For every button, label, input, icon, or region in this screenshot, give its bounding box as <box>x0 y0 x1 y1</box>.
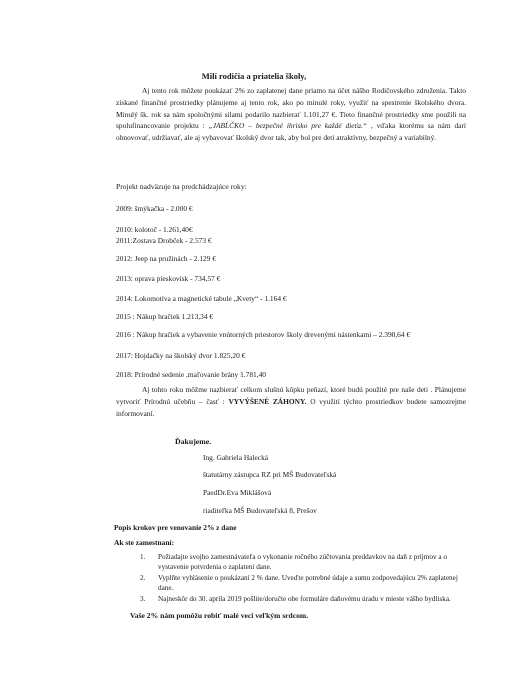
years-intro: Projekt nadväzuje na predchádzajúce roky: <box>116 182 247 191</box>
steps-list <box>140 553 470 607</box>
year-item: 2009: šmýkačka - 2.000 € <box>116 204 193 213</box>
signature-role-1: štatutárny zástupca RZ pri MŠ Budovateľská <box>203 470 337 479</box>
intro-paragraph <box>116 85 466 144</box>
plans-text-a: Aj tohto roku môžme nazbierať celkom slušnú kôpku peňazí, ktoré budú použité pre naše deti . Plánujeme vytvoriť Prírodnú učebňu – časť : <box>116 385 466 406</box>
thanks-line: Ďakujeme. <box>175 437 212 446</box>
plans-text-b: O využití týchto prostriedkov budete samozrejme informovaní. <box>116 396 466 418</box>
year-item: 2013: oprava pieskovísk - 734,57 € <box>116 274 221 283</box>
year-item: 2011:Zostava Drobček - 2.573 € <box>116 236 212 245</box>
plans-paragraph <box>116 384 466 419</box>
year-item: 2014: Lokomotíva a magnetické tabule „Kvety“ - 1.164 € <box>116 294 287 303</box>
year-item: 2012: Jeep na pružinách - 2.129 € <box>116 254 216 263</box>
step-item: 3. Najneskôr do 30. apríla 2019 pošlite/doručte obe formuláre daňovému úradu v mieste vášho bydliska. <box>140 595 451 603</box>
intro-text-a: Aj tento rok môžete poukázať 2% zo zaplatenej dane priamo na účet nášho Rodičovského združenia. Takto získané finančné prostriedky plánujeme aj tento rok, ako po minulé roky, využiť na spestrenie školského dvora. Minulý šk. rok sa nám spoločnými silami podarilo nazbierať 1.101,27 €. Tieto finančné prostriedky sme použili na spolufinancovanie projektu : <box>116 86 466 131</box>
closing-line: Vaše 2% nám pomôžu robiť malé veci veľkým srdcom. <box>130 611 309 620</box>
year-item: 2016 : Nákup hračiek a vybavenie vnútorných priestorov školy drevenými nástenkami – 2.390,64 € <box>116 330 411 339</box>
intro-text-b: , vďaka ktorému sa nám darí obnovovať, udržiavať, ale aj vybavovať školský dvor tak, aby bol pre deti atraktívny, bezpečný a variabilný. <box>116 121 466 143</box>
year-item: 2018: Prírodné sedenie ,maľovanie brány 1.781,40 <box>116 370 266 379</box>
letter-title: Milí rodičia a priatelia školy, <box>201 71 307 81</box>
employees-heading: Ak ste zamestnaní: <box>114 538 174 547</box>
step-item: 1. Požiadajte svojho zamestnávateľa o vykonanie ročného zúčtovania preddavkov na daň z príjmov a o vystavenie potvrdenia o zaplatení dane. <box>140 553 447 571</box>
signature-name-1: Ing. Gabriela Halecká <box>203 453 269 462</box>
project-name: „JABĹČKO – bezpečné ihrisko pre každé dieťa.“ <box>208 121 367 131</box>
step-item: 2. Vyplňte vyhlásenie o poukázaní 2 % dane. Uveďte potrebné údaje a sumu zodpovedajúcu 2% zaplatenej dane. <box>140 574 458 592</box>
signature-name-2: PaedDr.Eva Miklášová <box>203 488 272 497</box>
year-item: 2010: kolotoč - 1.261,40€ <box>116 225 193 234</box>
year-item: 2017: Hojdačky na školský dvor 1.825,20 € <box>116 351 246 360</box>
plans-highlight: VYVÝŠENÉ ZÁHONY. <box>228 396 307 406</box>
signature-role-2: riaditeľka MŠ Budovateľská 8, Prešov <box>203 506 317 515</box>
year-item: 2015 : Nákup hračiek 1.213,34 € <box>116 312 214 321</box>
steps-heading: Popis krokov pre venovanie 2% z dane <box>114 523 237 532</box>
